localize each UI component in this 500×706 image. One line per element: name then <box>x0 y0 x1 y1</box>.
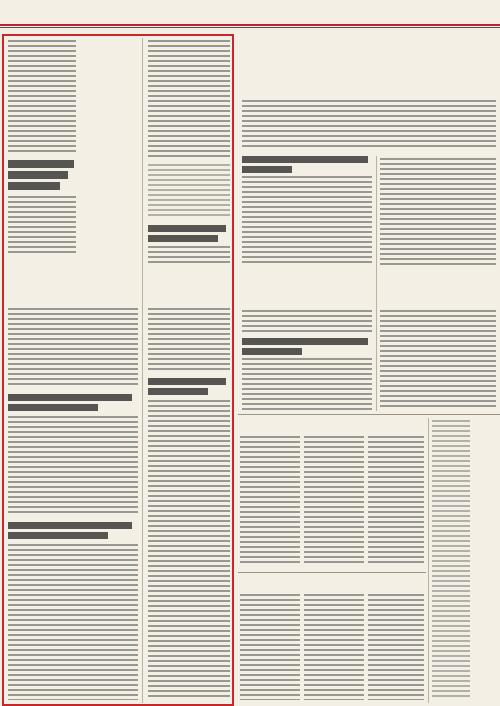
body-text-block <box>240 594 300 700</box>
section-subhead <box>8 394 136 411</box>
body-text-block <box>380 310 496 410</box>
body-text-block <box>304 594 364 700</box>
section-subhead <box>8 160 78 190</box>
body-text-block <box>8 196 76 256</box>
body-text-block <box>242 310 372 332</box>
section-divider <box>238 414 500 415</box>
body-text-block <box>8 544 138 700</box>
body-text-block <box>242 176 372 266</box>
column-divider <box>376 156 377 411</box>
body-text-block <box>242 358 372 410</box>
section-subhead <box>242 156 372 173</box>
body-text-block <box>8 308 138 388</box>
body-text-block <box>242 100 496 150</box>
section-divider <box>238 572 426 573</box>
section-subhead <box>242 338 372 355</box>
body-text-block <box>8 416 138 516</box>
body-text-block <box>148 246 230 266</box>
section-subhead <box>148 225 230 242</box>
body-text-block <box>148 308 230 372</box>
masthead-rule-thin <box>0 27 500 28</box>
body-text-block <box>368 436 424 566</box>
masthead-rule <box>0 24 500 26</box>
body-text-block <box>148 400 230 700</box>
body-text-block <box>368 594 424 700</box>
body-text-block <box>240 436 300 566</box>
body-text-block <box>148 164 230 218</box>
body-text-block <box>380 158 496 266</box>
body-text-block <box>148 40 230 158</box>
body-text-block <box>304 436 364 566</box>
body-text-block <box>8 40 76 155</box>
section-subhead <box>8 522 136 539</box>
body-text-block <box>432 420 470 700</box>
column-divider <box>142 38 143 703</box>
column-divider <box>428 418 429 703</box>
section-subhead <box>148 378 230 395</box>
